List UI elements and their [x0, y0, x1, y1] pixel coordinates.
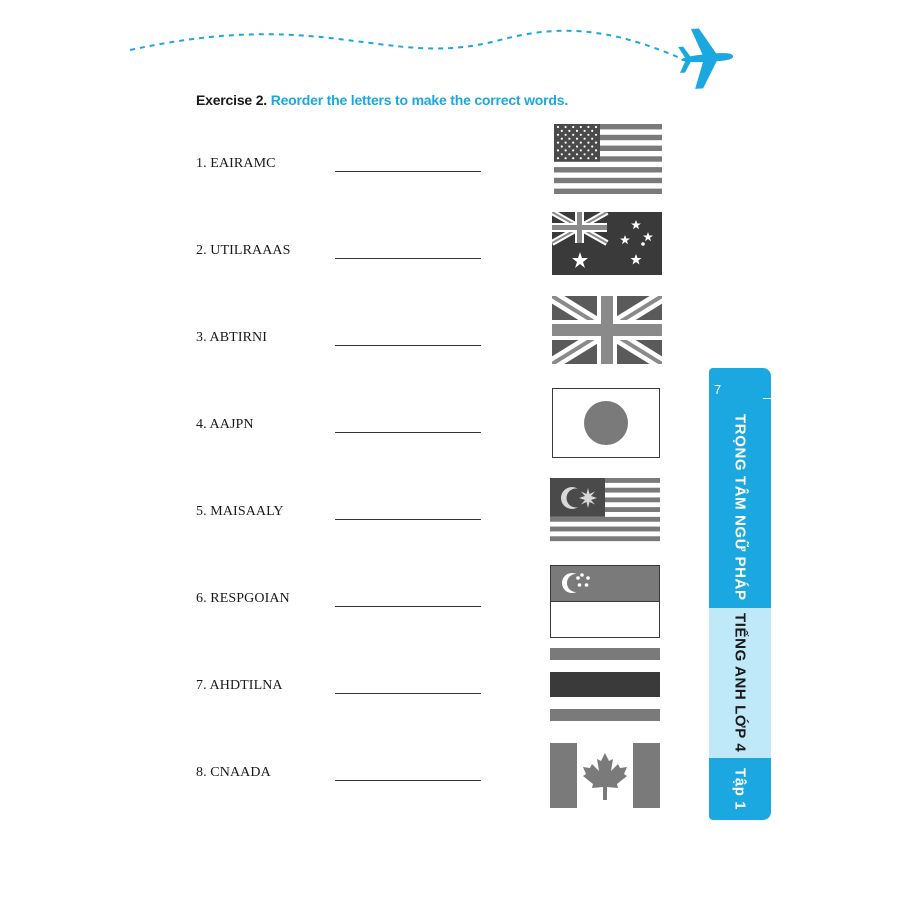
exercise-row	[0, 242, 900, 329]
tab-divider	[763, 398, 771, 399]
star	[580, 157, 582, 159]
star	[587, 142, 589, 144]
star	[584, 138, 586, 140]
scrambled-word: 3. ABTIRNI	[196, 330, 267, 345]
star	[572, 134, 574, 136]
answer-line[interactable]	[335, 171, 481, 172]
star	[565, 157, 567, 159]
star	[568, 153, 570, 155]
star	[568, 145, 570, 147]
star	[580, 149, 582, 151]
star	[561, 153, 563, 155]
star	[584, 153, 586, 155]
star	[565, 126, 567, 128]
answer-line[interactable]	[335, 432, 481, 433]
answer-line[interactable]	[335, 780, 481, 781]
star	[572, 157, 574, 159]
star	[576, 130, 578, 132]
star	[561, 145, 563, 147]
answer-line[interactable]	[335, 258, 481, 259]
airplane-icon	[677, 26, 735, 90]
scrambled-word: 2. UTILRAAAS	[196, 243, 291, 258]
volume-label: Tập 1	[731, 767, 749, 811]
japan-flag-icon	[552, 388, 660, 458]
star	[557, 157, 559, 159]
answer-line[interactable]	[335, 345, 481, 346]
star	[595, 126, 597, 128]
star	[580, 126, 582, 128]
star	[587, 149, 589, 151]
star	[576, 153, 578, 155]
star	[565, 149, 567, 151]
answer-line[interactable]	[335, 606, 481, 607]
star	[561, 130, 563, 132]
side-tab-title-mid	[709, 608, 771, 758]
thailand-flag-icon	[550, 648, 660, 721]
canada-flag-icon	[550, 743, 660, 808]
star	[565, 142, 567, 144]
star	[595, 134, 597, 136]
star	[572, 126, 574, 128]
malaysia-flag-icon	[550, 478, 660, 546]
star	[576, 138, 578, 140]
star	[561, 138, 563, 140]
star	[595, 149, 597, 151]
star	[576, 145, 578, 147]
star	[595, 157, 597, 159]
exercise-title	[196, 92, 568, 108]
star	[591, 145, 593, 147]
star	[568, 130, 570, 132]
answer-line[interactable]	[335, 519, 481, 520]
star	[587, 157, 589, 159]
star	[591, 138, 593, 140]
scrambled-word: 1. EAIRAMC	[196, 156, 276, 171]
star	[572, 142, 574, 144]
scrambled-word: 8. CNAADA	[196, 765, 271, 780]
series-title: TRỌNG TÂM NGỮ PHÁP	[731, 413, 749, 601]
star	[572, 149, 574, 151]
star	[587, 134, 589, 136]
scrambled-word: 4. AAJPN	[196, 417, 254, 432]
star	[580, 134, 582, 136]
side-tab-title-top	[709, 406, 771, 608]
australia-flag-icon	[552, 212, 662, 275]
book-title: TIẾNG ANH LỚP 4	[731, 613, 749, 753]
exercise-row	[0, 155, 900, 242]
volume-number: 7	[714, 382, 722, 397]
star	[568, 138, 570, 140]
star	[591, 153, 593, 155]
star	[565, 134, 567, 136]
answer-line[interactable]	[335, 693, 481, 694]
exercise-label: Exercise 2.	[196, 92, 267, 108]
dashed-flight-path	[130, 31, 680, 58]
singapore-flag-icon	[550, 565, 660, 638]
star	[584, 145, 586, 147]
scrambled-word: 6. RESPGOIAN	[196, 591, 290, 606]
star	[587, 126, 589, 128]
star	[557, 149, 559, 151]
star	[557, 126, 559, 128]
star	[591, 130, 593, 132]
scrambled-word: 5. MAISAALY	[196, 504, 284, 519]
scrambled-word: 7. AHDTILNA	[196, 678, 283, 693]
uk-flag-icon	[552, 296, 662, 364]
star	[595, 142, 597, 144]
side-tab-title-bottom	[709, 758, 771, 820]
star	[557, 142, 559, 144]
book-side-tab	[709, 368, 771, 820]
usa-flag-icon	[554, 124, 662, 194]
exercise-instruction: Reorder the letters to make the correct words.	[270, 92, 569, 108]
star	[557, 134, 559, 136]
star	[580, 142, 582, 144]
star	[584, 130, 586, 132]
